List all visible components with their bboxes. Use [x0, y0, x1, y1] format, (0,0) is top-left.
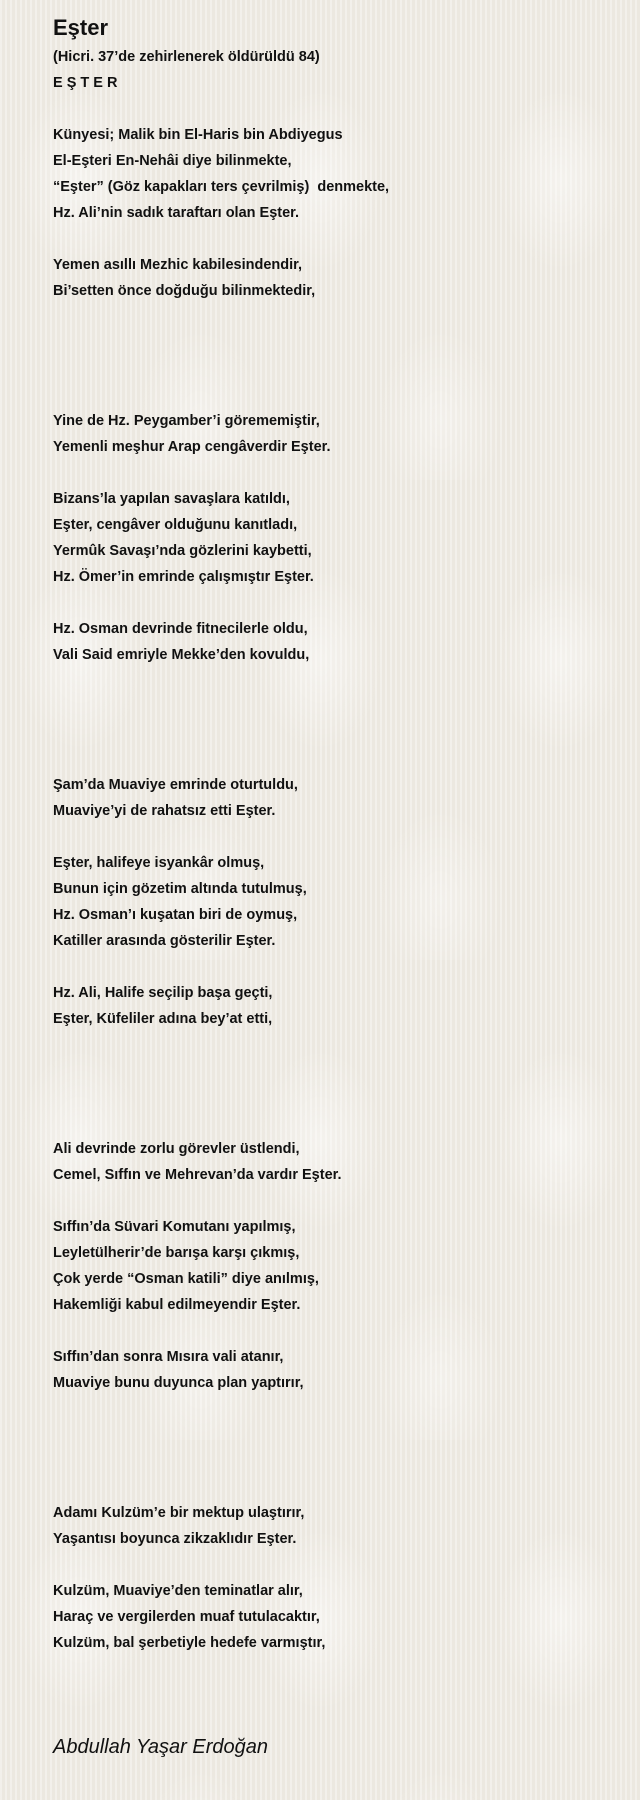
poem-line: Yaşantısı boyunca zikzaklıdır Eşter.: [53, 1531, 297, 1547]
poem-line: Eşter, halifeye isyankâr olmuş,: [53, 855, 265, 871]
poem-line: Muaviye’yi de rahatsız etti Eşter.: [53, 803, 276, 819]
poem-body: [53, 44, 613, 1656]
stanza-spacer: [53, 330, 613, 356]
stanza-spacer: [53, 1396, 613, 1422]
stanza-spacer: [53, 590, 613, 616]
poem-line: Yermûk Savaşı’nda gözlerini kaybetti,: [53, 543, 312, 559]
poem-line: Şam’da Muaviye emrinde oturtuldu,: [53, 777, 298, 793]
stanza-spacer: [53, 1188, 613, 1214]
stanza-spacer: [53, 1084, 613, 1110]
stanza-spacer: [53, 226, 613, 252]
stanza-spacer: [53, 1110, 613, 1136]
stanza-spacer: [53, 304, 613, 330]
poem-line: Adamı Kulzüm’e bir mektup ulaştırır,: [53, 1505, 305, 1521]
poem-line: Bunun için gözetim altında tutulmuş,: [53, 881, 307, 897]
poem-line: Leyletülherir’de barışa karşı çıkmış,: [53, 1245, 300, 1261]
poem-line: Cemel, Sıffın ve Mehrevan’da vardır Eşter.: [53, 1167, 342, 1183]
stanza-spacer: [53, 460, 613, 486]
stanza-spacer: [53, 1032, 613, 1058]
poem-line: Çok yerde “Osman katili” diye anılmış,: [53, 1271, 319, 1287]
poem-line: “Eşter” (Göz kapakları ters çevrilmiş) denmekte,: [53, 179, 390, 195]
poem-line: Künyesi; Malik bin El-Haris bin Abdiyegus: [53, 127, 343, 143]
poem-line: (Hicri. 37’de zehirlenerek öldürüldü 84): [53, 49, 320, 65]
stanza-spacer: [53, 1474, 613, 1500]
stanza-spacer: [53, 1552, 613, 1578]
poem-line: E Ş T E R: [53, 75, 118, 91]
stanza-spacer: [53, 356, 613, 382]
stanza-spacer: [53, 954, 613, 980]
poem-container: [53, 12, 613, 1656]
poem-line: Eşter, Küfeliler adına bey’at etti,: [53, 1011, 273, 1027]
poem-line: Bi’setten önce doğduğu bilinmektedir,: [53, 283, 316, 299]
stanza-spacer: [53, 1422, 613, 1448]
poem-line: Muaviye bunu duyunca plan yaptırır,: [53, 1375, 304, 1391]
stanza-spacer: [53, 746, 613, 772]
poem-line: Hz. Ömer’in emrinde çalışmıştır Eşter.: [53, 569, 314, 585]
poem-line: Yine de Hz. Peygamber’i görememiştir,: [53, 413, 320, 429]
poem-line: Eşter, cengâver olduğunu kanıtladı,: [53, 517, 298, 533]
poem-line: Hz. Ali’nin sadık taraftarı olan Eşter.: [53, 205, 300, 221]
poem-line: Sıffın’da Süvari Komutanı yapılmış,: [53, 1219, 296, 1235]
stanza-spacer: [53, 720, 613, 746]
poem-line: Kulzüm, Muaviye’den teminatlar alır,: [53, 1583, 303, 1599]
poem-line: Sıffın’dan sonra Mısıra vali atanır,: [53, 1349, 284, 1365]
poem-line: Katiller arasında gösterilir Eşter.: [53, 933, 276, 949]
stanza-spacer: [53, 96, 613, 122]
poem-line: Hz. Osman devrinde fitnecilerle oldu,: [53, 621, 308, 637]
poem-line: Kulzüm, bal şerbetiyle hedefe varmıştır,: [53, 1635, 326, 1651]
poem-line: Vali Said emriyle Mekke’den kovuldu,: [53, 647, 310, 663]
stanza-spacer: [53, 694, 613, 720]
stanza-spacer: [53, 824, 613, 850]
poem-line: El-Eşteri En-Nehâi diye bilinmekte,: [53, 153, 292, 169]
poem-line: Haraç ve vergilerden muaf tutulacaktır,: [53, 1609, 320, 1625]
stanza-spacer: [53, 1058, 613, 1084]
poem-line: Hz. Osman’ı kuşatan biri de oymuş,: [53, 907, 298, 923]
stanza-spacer: [53, 1448, 613, 1474]
author-name: Abdullah Yaşar Erdoğan: [53, 1736, 268, 1758]
poem-line: Yemen asıllı Mezhic kabilesindendir,: [53, 257, 303, 273]
poem-line: Hz. Ali, Halife seçilip başa geçti,: [53, 985, 273, 1001]
stanza-spacer: [53, 1318, 613, 1344]
poem-line: Ali devrinde zorlu görevler üstlendi,: [53, 1141, 300, 1157]
poem-line: Bizans’la yapılan savaşlara katıldı,: [53, 491, 290, 507]
poem-title: Eşter: [53, 15, 109, 40]
poem-line: Yemenli meşhur Arap cengâverdir Eşter.: [53, 439, 331, 455]
stanza-spacer: [53, 668, 613, 694]
stanza-spacer: [53, 382, 613, 408]
poem-line: Hakemliği kabul edilmeyendir Eşter.: [53, 1297, 301, 1313]
